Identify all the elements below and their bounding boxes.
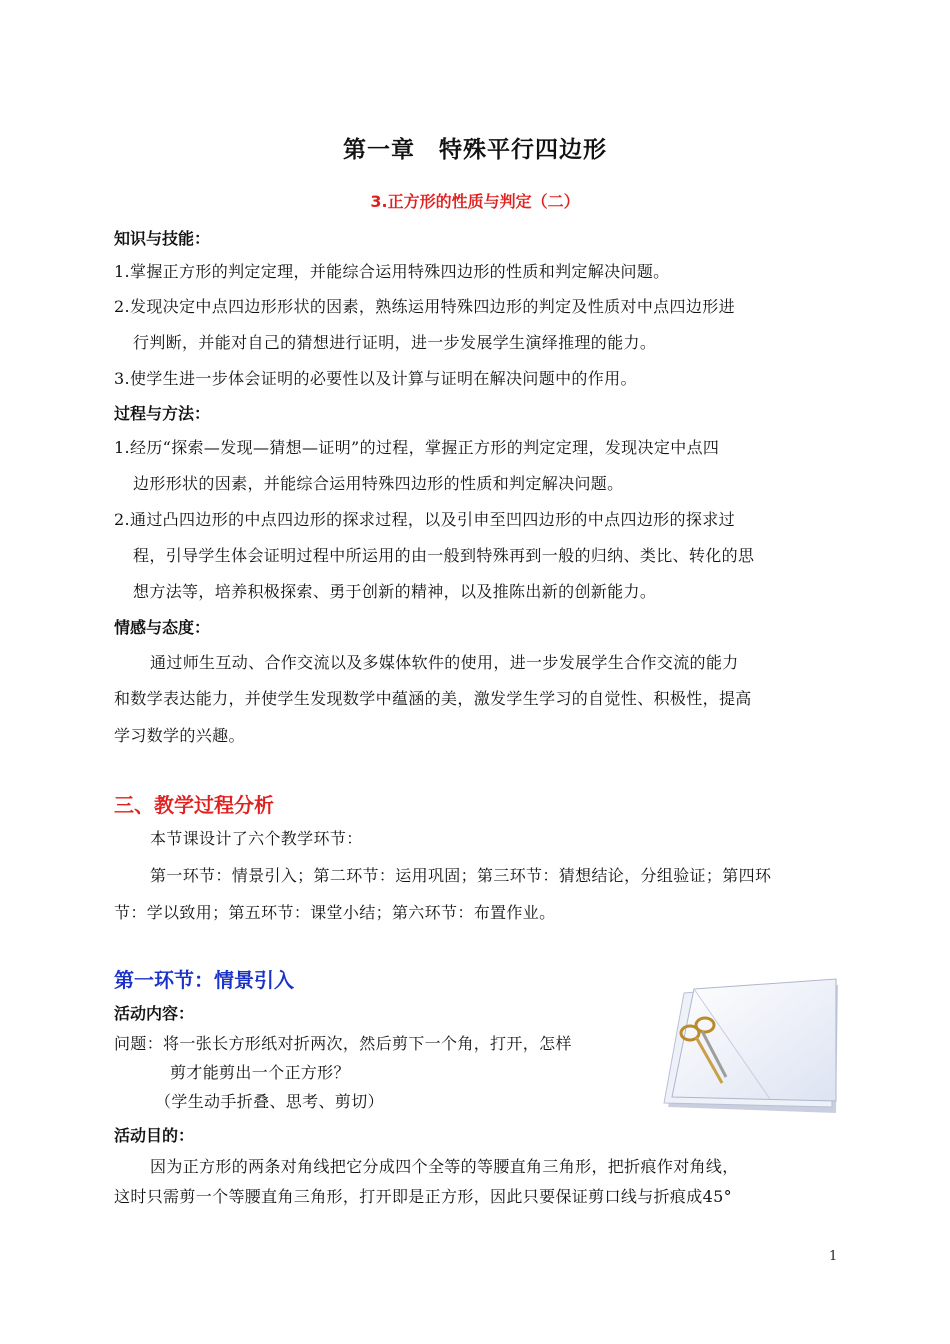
stage1-heading: 第一环节：情景引入 xyxy=(114,968,294,992)
section3-line-2: 第一环节：情景引入；第二环节：运用巩固；第三环节：猜想结论，分组验证；第四环 xyxy=(150,866,772,885)
process-line-5: 想方法等，培养积极探索、勇于创新的精神，以及推陈出新的创新能力。 xyxy=(133,582,657,601)
attitude-heading: 情感与态度： xyxy=(114,618,211,637)
activity-content-line-3: （学生动手折叠、思考、剪切） xyxy=(155,1092,384,1111)
activity-content-heading: 活动内容： xyxy=(114,1004,195,1023)
activity-content-line-1: 问题：将一张长方形纸对折两次，然后剪下一个角，打开，怎样 xyxy=(114,1034,572,1053)
process-line-4: 程，引导学生体会证明过程中所运用的由一般到特殊再到一般的归纳、类比、转化的思 xyxy=(133,546,755,565)
process-line-3: 2.通过凸四边形的中点四边形的探求过程，以及引申至凹四边形的中点四边形的探求过 xyxy=(114,510,735,529)
activity-purpose-heading: 活动目的： xyxy=(114,1126,195,1145)
paper-scissors-illustration xyxy=(660,975,845,1120)
activity-content-line-2: 剪才能剪出一个正方形？ xyxy=(170,1063,350,1082)
knowledge-line-4: 3.使学生进一步体会证明的必要性以及计算与证明在解决问题中的作用。 xyxy=(114,369,637,388)
section3-line-1: 本节课设计了六个教学环节： xyxy=(150,829,363,848)
activity-purpose-line-2: 这时只需剪一个等腰直角三角形，打开即是正方形，因此只要保证剪口线与折痕成45° xyxy=(114,1187,733,1206)
attitude-line-1: 通过师生互动、合作交流以及多媒体软件的使用，进一步发展学生合作交流的能力 xyxy=(150,653,739,672)
lesson-subtitle: 3.正方形的性质与判定（二） xyxy=(370,192,580,211)
knowledge-line-1: 1.掌握正方形的判定定理，并能综合运用特殊四边形的性质和判定解决问题。 xyxy=(114,262,670,281)
knowledge-line-3: 行判断，并能对自己的猜想进行证明，进一步发展学生演绎推理的能力。 xyxy=(133,333,657,352)
process-heading: 过程与方法： xyxy=(114,404,211,423)
knowledge-heading: 知识与技能： xyxy=(114,229,211,248)
attitude-line-3: 学习数学的兴趣。 xyxy=(114,726,245,745)
page-number: 1 xyxy=(829,1249,838,1264)
chapter-title: 第一章 特殊平行四边形 xyxy=(343,137,607,163)
activity-purpose-line-1: 因为正方形的两条对角线把它分成四个全等的等腰直角三角形，把折痕作对角线， xyxy=(150,1157,739,1176)
attitude-line-2: 和数学表达能力，并使学生发现数学中蕴涵的美，激发学生学习的自觉性、积极性，提高 xyxy=(114,689,752,708)
process-line-2: 边形形状的因素，并能综合运用特殊四边形的性质和判定解决问题。 xyxy=(133,474,624,493)
section-heading-teaching-process: 三、教学过程分析 xyxy=(114,793,274,817)
knowledge-line-2: 2.发现决定中点四边形形状的因素，熟练运用特殊四边形的判定及性质对中点四边形进 xyxy=(114,297,735,316)
process-line-1: 1.经历“探索—发现—猜想—证明”的过程，掌握正方形的判定定理，发现决定中点四 xyxy=(114,438,720,457)
section3-line-3: 节：学以致用；第五环节：课堂小结；第六环节：布置作业。 xyxy=(114,903,556,922)
